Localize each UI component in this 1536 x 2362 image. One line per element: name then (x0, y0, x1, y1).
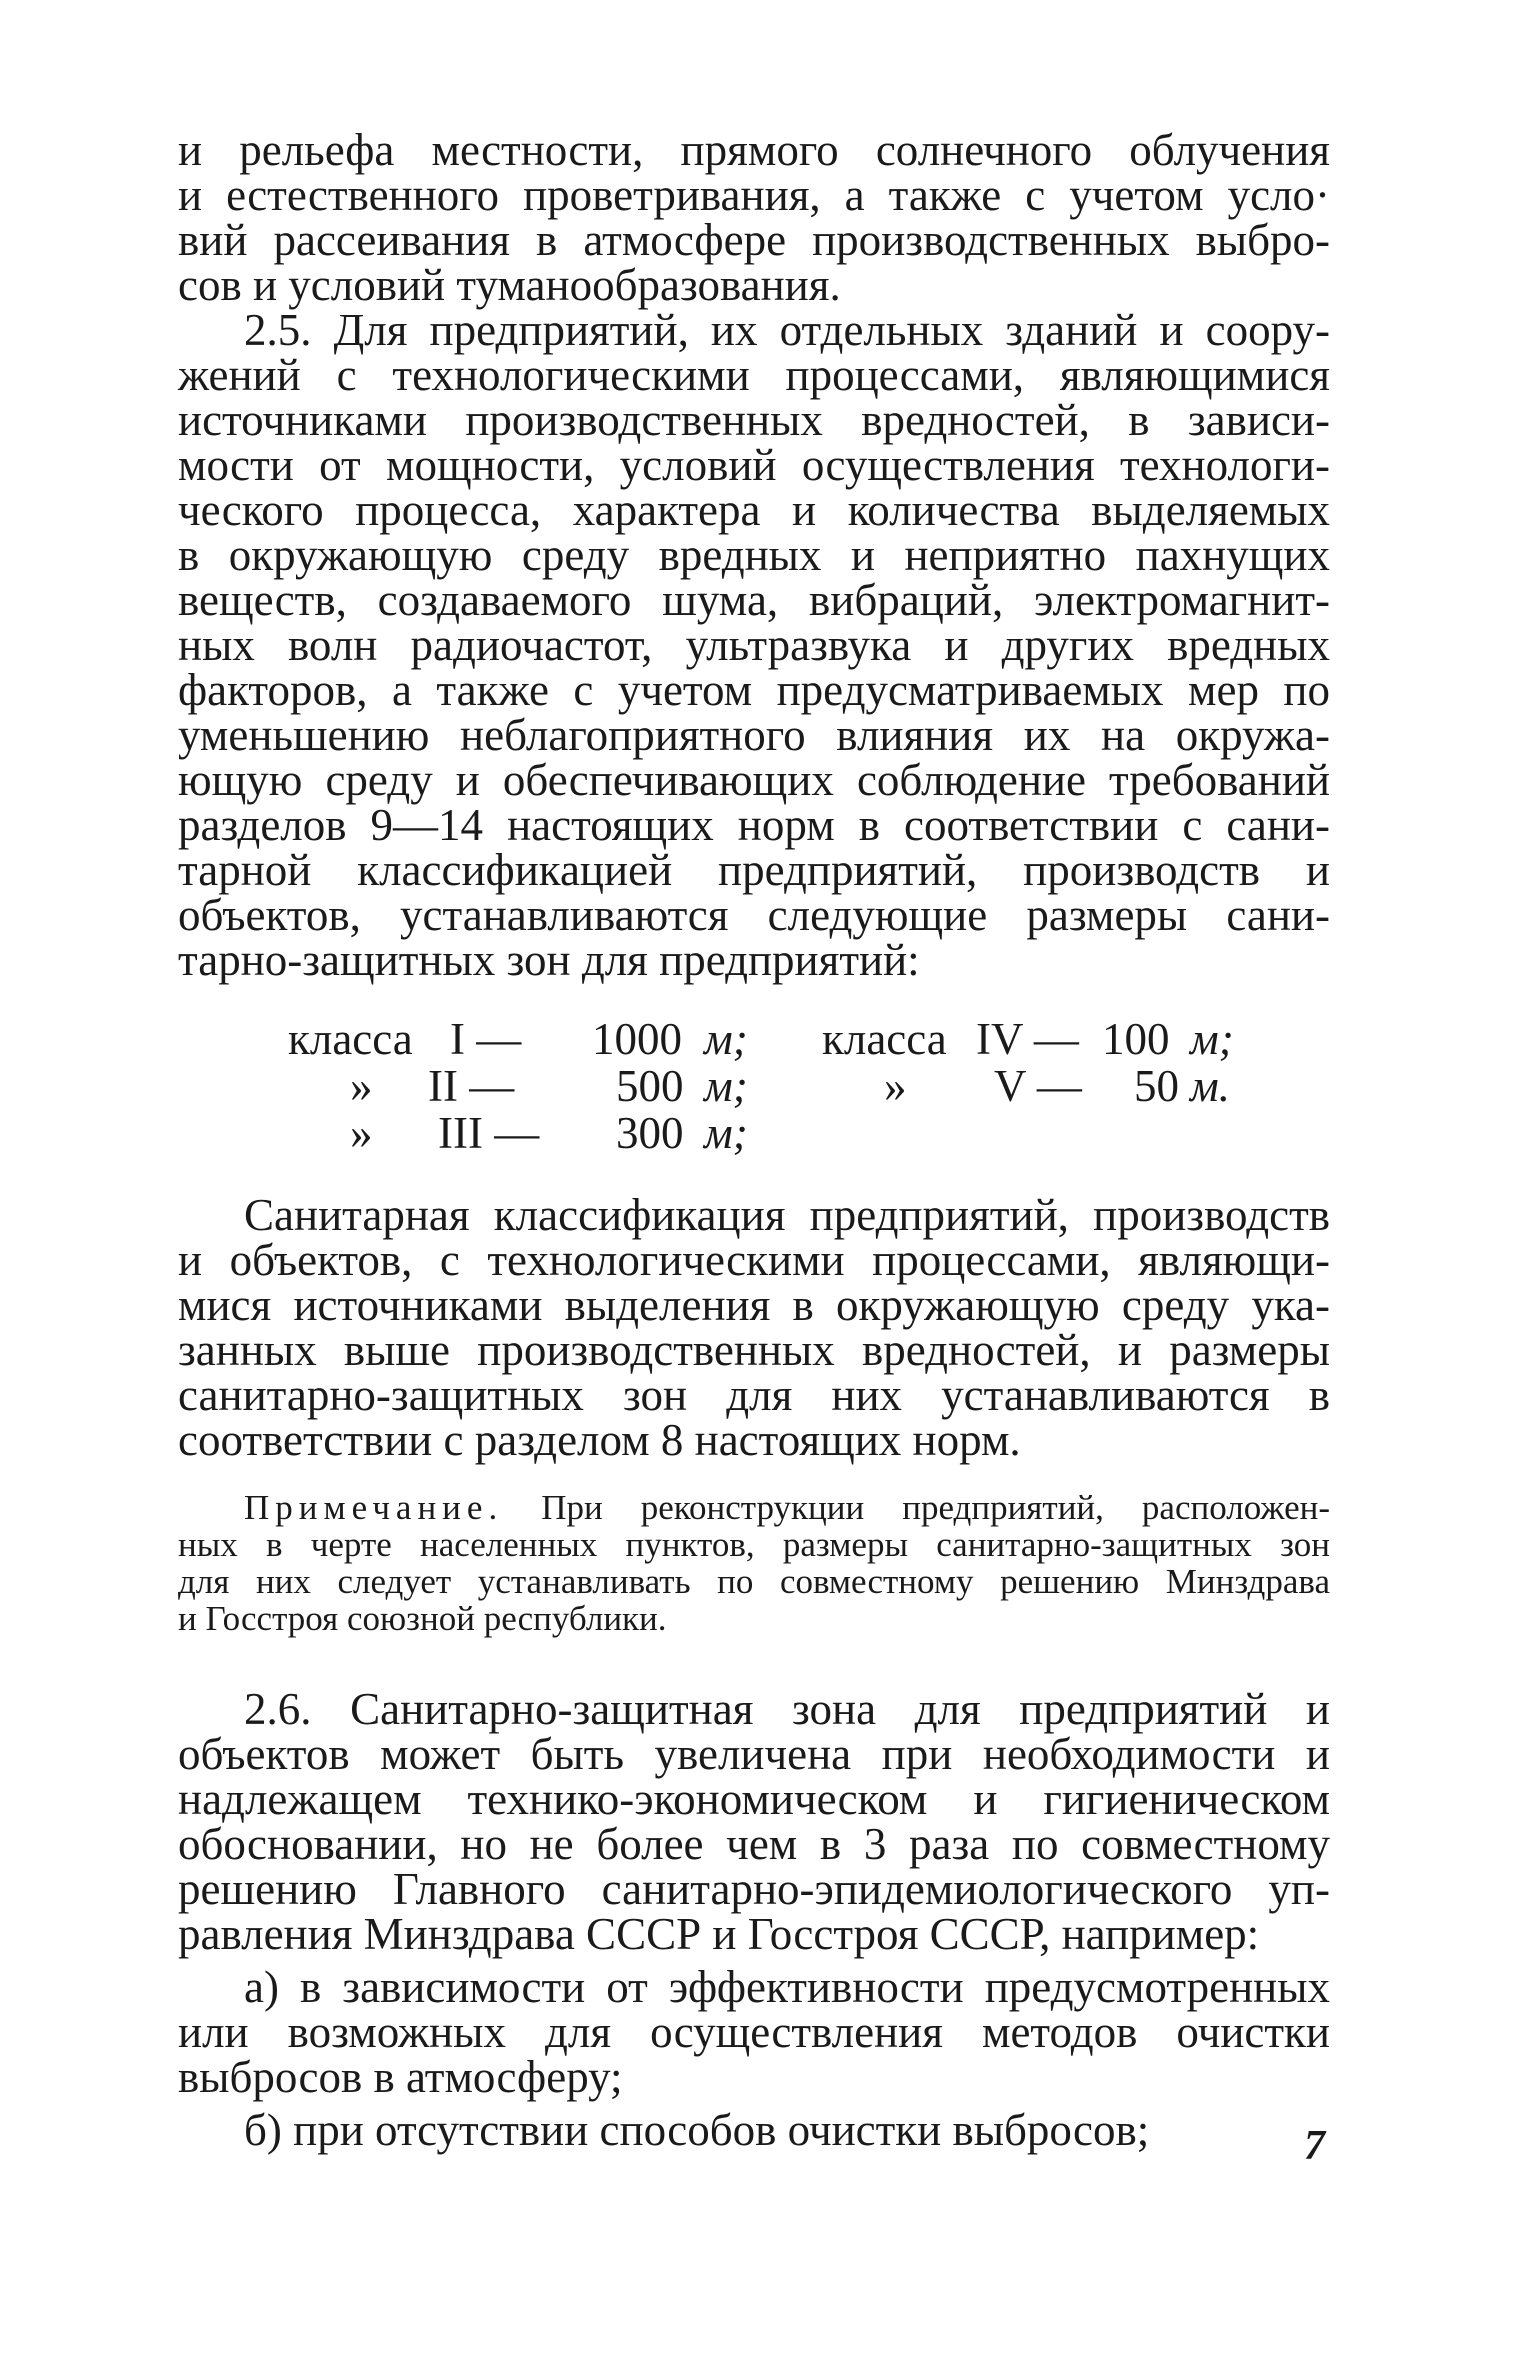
zone-value: 100 (1102, 1014, 1170, 1064)
text-line: 2.5. Для предприятий, их отдельных зданий и соору- (244, 305, 1330, 355)
text-line: Санитарная классификация предприятий, производств (244, 1190, 1330, 1240)
text-line: факторов, а также с учетом предусматриваемых мер по (178, 665, 1330, 715)
zone-unit: м; (1190, 1014, 1234, 1064)
note-label: Примечание. (244, 1488, 504, 1527)
zone-prefix: » (884, 1061, 907, 1111)
zone-unit: м; (704, 1014, 748, 1064)
text-line: мися источниками выделения в окружающую среду ука- (178, 1280, 1330, 1330)
text-line: занных выше производственных вредностей, и размеры (178, 1325, 1330, 1375)
text-line: веществ, создаваемого шума, вибраций, электромагнит- (178, 575, 1330, 625)
zone-prefix: класса (288, 1014, 413, 1064)
zone-value: 1000 (592, 1014, 682, 1064)
text-line: ющую среду и обеспечивающих соблюдение требований (178, 755, 1330, 805)
zone-value: 50 (1134, 1061, 1179, 1111)
text-line: источниками производственных вредностей, в зависи- (178, 395, 1330, 445)
document-page (178, 125, 1330, 2155)
zone-unit: м; (704, 1108, 748, 1158)
zone-unit: м. (1190, 1061, 1230, 1111)
text-line: объектов, устанавливаются следующие размеры сани- (178, 890, 1330, 940)
zone-size-list (178, 1014, 1330, 1158)
zone-class: V — (994, 1061, 1082, 1111)
list-item-b (178, 2105, 1330, 2155)
text-line: ных волн радиочастот, ультразвука и других вредных (178, 620, 1330, 670)
text-line: тарной классификацией предприятий, производств и (178, 845, 1330, 895)
text-line: тарно-защитных зон для предприятий: (178, 935, 920, 985)
paragraph-classification (178, 1190, 1330, 1465)
text-line: в окружающую среду вредных и неприятно пахнущих (178, 530, 1330, 580)
text-line: вий рассеивания в атмосфере производственных выбро- (178, 215, 1330, 265)
paragraph-2-6 (178, 1684, 1330, 1959)
text-line: ных в черте населенных пунктов, размеры санитарно-защитных зон (178, 1525, 1330, 1564)
text-line: решению Главного санитарно-эпидемиологического уп- (178, 1864, 1330, 1914)
zone-class: I — (450, 1014, 522, 1064)
text-line: обосновании, но не более чем в 3 раза по совместному (178, 1819, 1330, 1869)
text-line: для них следует устанавливать по совместному решению Минздрава (178, 1562, 1330, 1601)
note-block (178, 1489, 1330, 1637)
text-line: и естественного проветривания, а также с учетом усло· (178, 170, 1330, 220)
text-line: а) в зависимости от эффективности предусмотренных (244, 1962, 1330, 2012)
zone-prefix: » (350, 1061, 373, 1111)
text-line: ческого процесса, характера и количества выделяемых (178, 485, 1330, 535)
text-line: надлежащем технико-экономическом и гигиеническом (178, 1774, 1330, 1824)
text-line: соответствии с разделом 8 настоящих норм. (178, 1415, 1021, 1465)
list-item-a (178, 1962, 1330, 2102)
zone-unit: м; (704, 1061, 748, 1111)
text-line: и объектов, с технологическими процессами, являющи- (178, 1235, 1330, 1285)
zone-prefix: класса (822, 1014, 947, 1064)
text-line: санитарно-защитных зон для них устанавливаются в (178, 1370, 1330, 1420)
text-line: 2.6. Санитарно-защитная зона для предприятий и (244, 1684, 1330, 1734)
note-text: При реконструкции предприятий, расположен- (541, 1488, 1330, 1527)
text-line: разделов 9—14 настоящих норм в соответствии с сани- (178, 800, 1330, 850)
paragraph-continuation (178, 125, 1330, 310)
note-first-line (178, 1489, 1330, 1526)
text-line: мости от мощности, условий осуществления технологи- (178, 440, 1330, 490)
page-number: 7 (1304, 2123, 1325, 2169)
text-line: и рельефа местности, прямого солнечного облучения (178, 125, 1330, 175)
text-line: выбросов в атмосферу; (178, 2052, 623, 2102)
text-line: равления Минздрава СССР и Госстроя СССР, например: (178, 1909, 1260, 1959)
zone-prefix: » (350, 1108, 373, 1158)
text-line: жений с технологическими процессами, являющимися (178, 350, 1330, 400)
zone-value: 500 (616, 1061, 684, 1111)
zone-value: 300 (616, 1108, 684, 1158)
zone-class: III — (438, 1108, 540, 1158)
text-line: или возможных для осуществления методов очистки (178, 2007, 1330, 2057)
text-line: б) при отсутствии способов очистки выбросов; (244, 2105, 1150, 2155)
zone-class: IV — (976, 1014, 1079, 1064)
text-line: объектов может быть увеличена при необходимости и (178, 1729, 1330, 1779)
zone-class: II — (428, 1061, 515, 1111)
text-line: и Госстроя союзной республики. (178, 1599, 667, 1638)
text-line: уменьшению неблагоприятного влияния их на окружа- (178, 710, 1330, 760)
text-line: сов и условий туманообразования. (178, 260, 841, 310)
paragraph-2-5 (178, 305, 1330, 985)
